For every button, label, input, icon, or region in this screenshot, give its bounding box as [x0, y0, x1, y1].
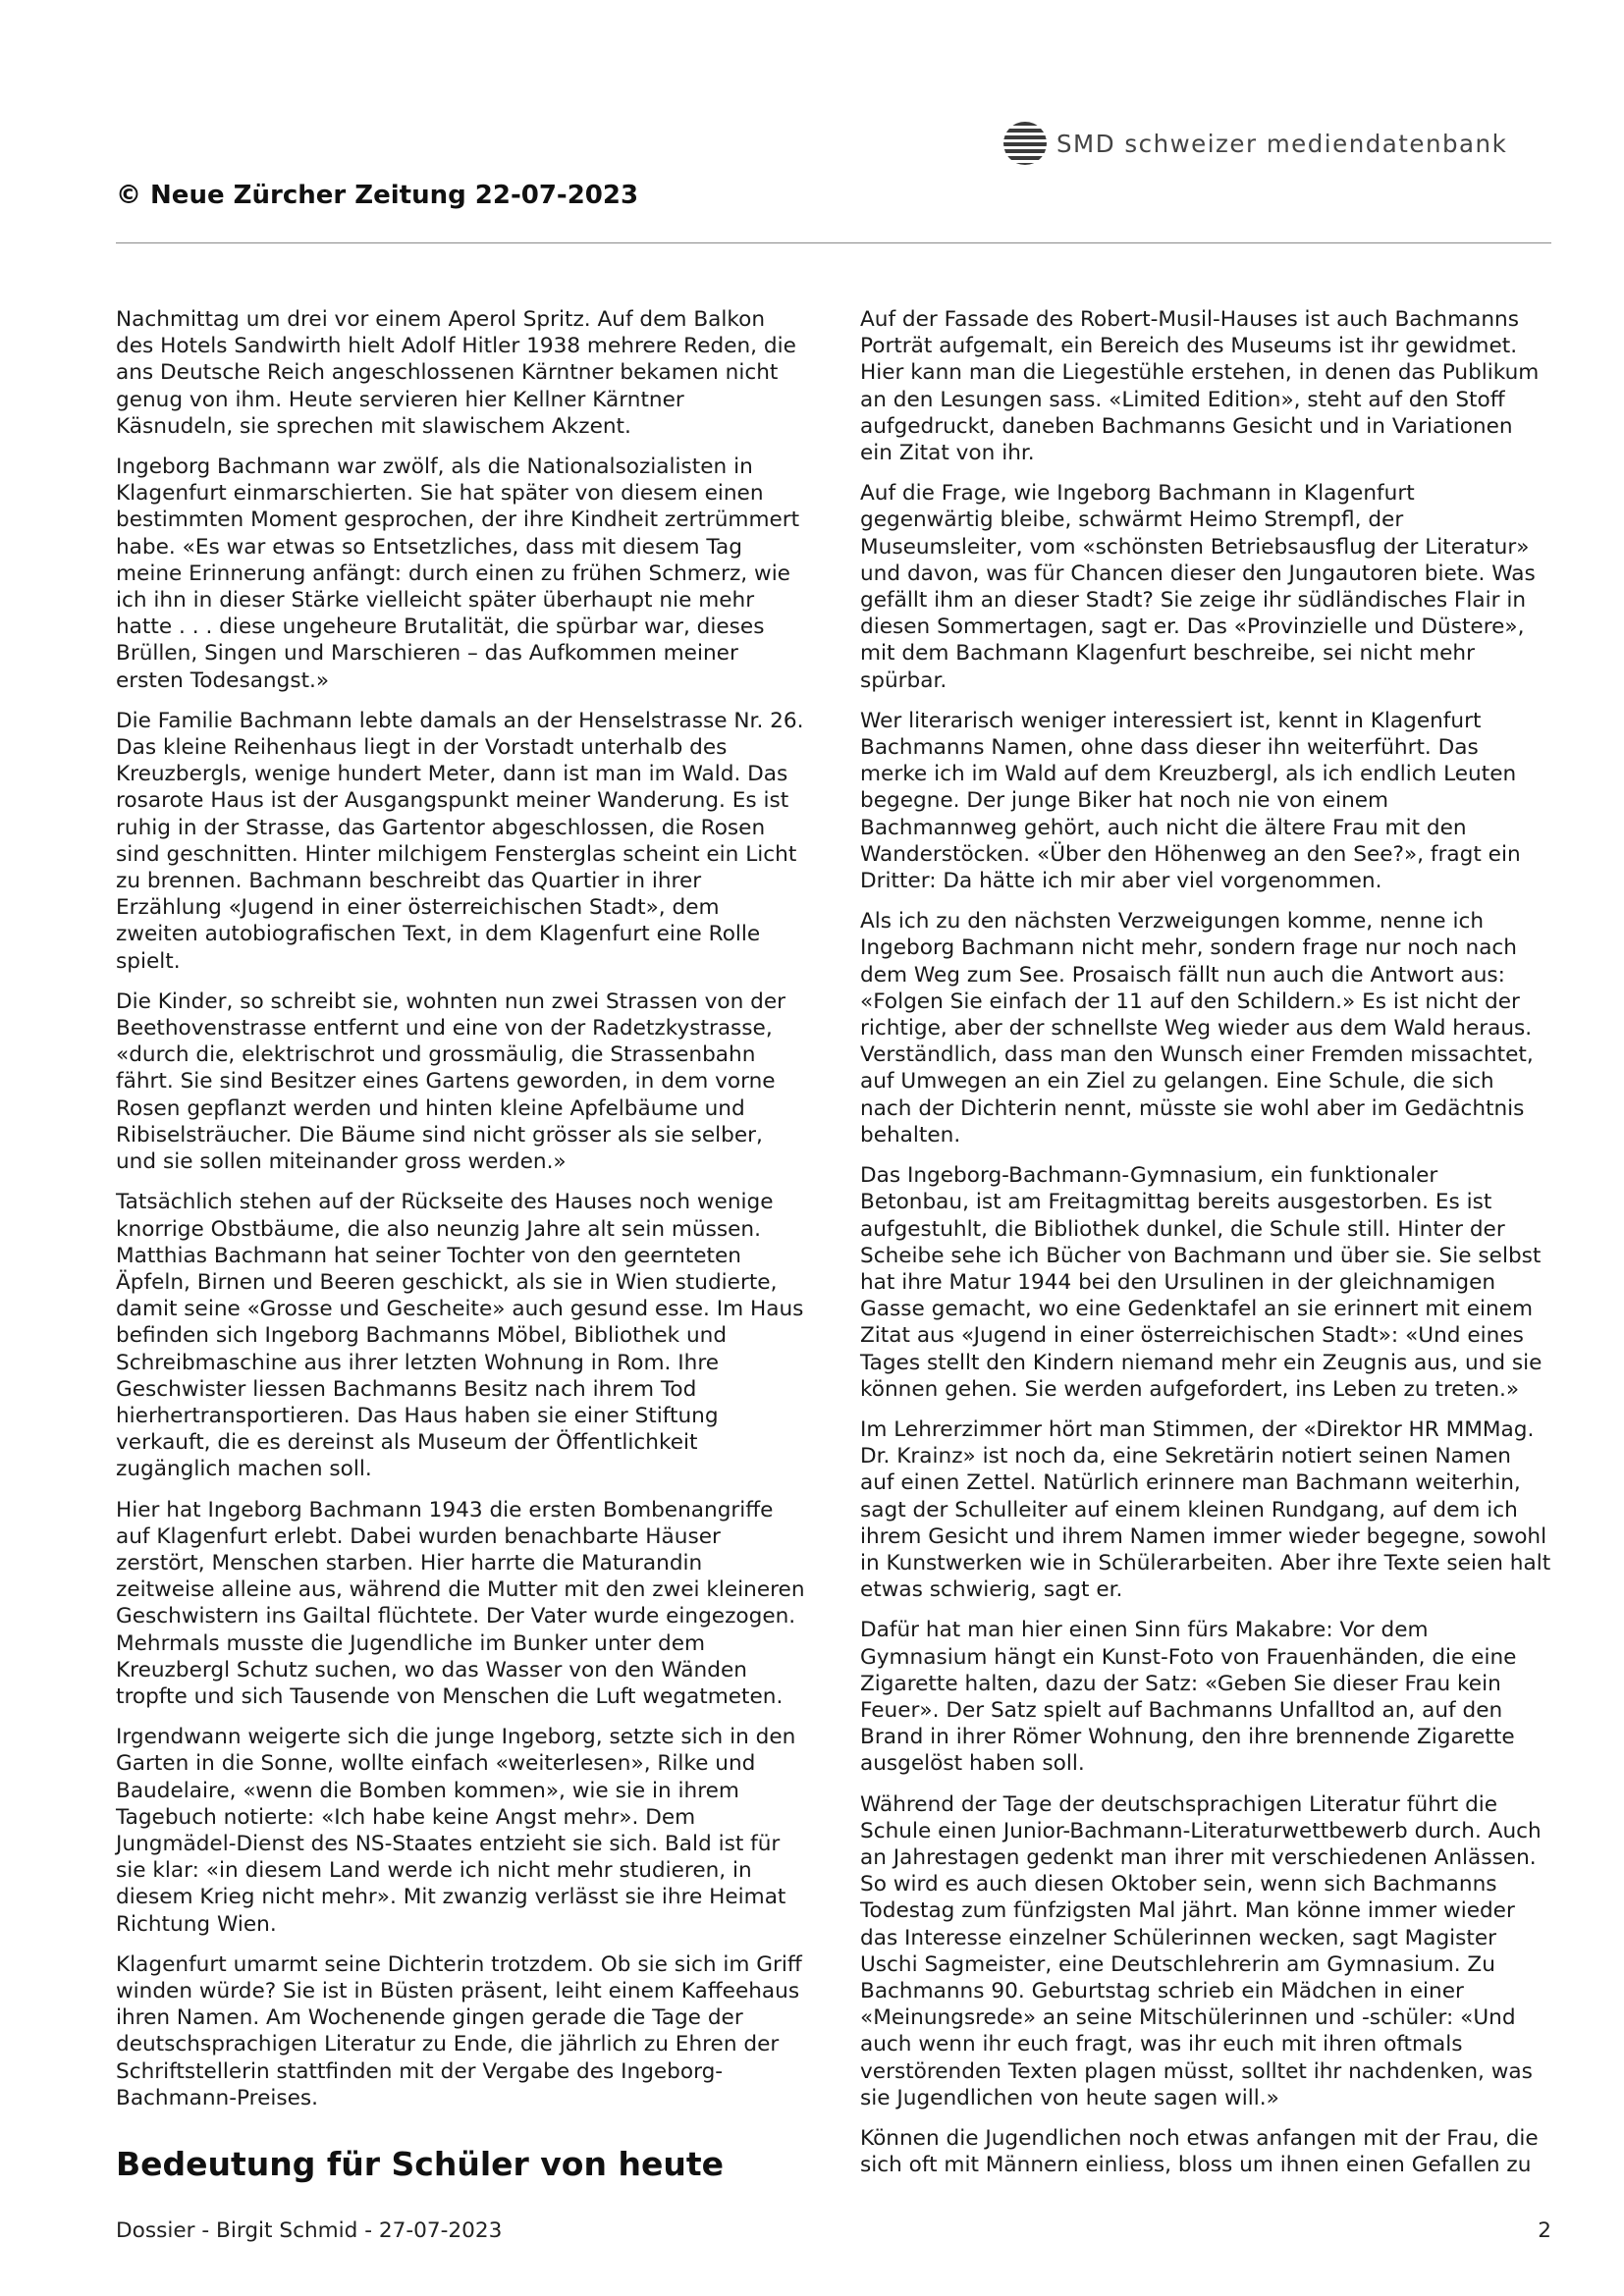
- paragraph: Irgendwann weigerte sich die junge Ingeborg, setzte sich in den Garten in die Sonne, wollte einfach «weiterlesen», Rilke und Baudelaire, «wenn die Bomben kommen», wie sie in ihrem Tagebuch notierte: «Ich habe keine Angst mehr». Dem Jungmädel-Dienst des NS-Staates entzieht sie sich. Bald ist für sie klar: «in diesem Land werde ich nicht mehr studieren, in diesem Krieg nicht mehr». Mit zwanzig verlässt sie ihre Heimat Richtung Wien.: [116, 1725, 796, 1937]
- paragraph: Während der Tage der deutschsprachigen Literatur führt die Schule einen Junior-Bachmann-Literaturwettbewerb durch. Auch an Jahrestagen gedenkt man ihrer mit verschiedenen Anlässen. So wird es auch diesen Oktober sein, wenn sich Bachmanns Todestag zum fünfzigsten Mal jährt. Man könne immer wieder das Interesse einzelner Schülerinnen wecken, sagt Magister Uschi Sagmeister, eine Deutschlehrerin am Gymnasium. Zu Bachmanns 90. Geburtstag schrieb ein Mädchen in einer «Meinungsrede» an seine Mitschülerinnen und -schüler: «Und auch wenn ihr euch fragt, was ihr euch mit ihren oftmals verstörenden Texten plagen müsst, solltet ihr nachdenken, was sie Jugendlichen von heute sagen will.»: [860, 1791, 1542, 2110]
- paragraph: Auf der Fassade des Robert-Musil-Hauses ist auch Bachmanns Porträt aufgemalt, ein Bereich des Museums ist ihr gewidmet. Hier kann man die Liegestühle erstehen, in denen das Publikum an den Lesungen sass. «Limited Edition», steht auf den Stoff aufgedruckt, daneben Bachmanns Gesicht und in Variationen ein Zitat von ihr.: [860, 307, 1540, 466]
- paragraph: Können die Jugendlichen noch etwas anfangen mit der Frau, die sich oft mit Männern einliess, bloss um ihnen einen Gefallen zu: [860, 2126, 1539, 2178]
- smd-logo: [1003, 122, 1507, 165]
- source-title: © Neue Zürcher Zeitung 22-07-2023: [116, 181, 639, 210]
- paragraph: Wer literarisch weniger interessiert ist, kennt in Klagenfurt Bachmanns Namen, ohne dass dieser ihn weiterführt. Das merke ich im Wald auf dem Kreuzbergl, als ich endlich Leuten begegne. Der junge Biker hat noch nie von einem Bachmannweg gehört, auch nicht die ältere Frau mit den Wanderstöcken. «Über den Höhenweg an den See?», fragt ein Dritter: Da hätte ich mir aber viel vorgenommen.: [860, 708, 1521, 894]
- paragraph: Im Lehrerzimmer hört man Stimmen, der «Direktor HR MMMag. Dr. Krainz» ist noch da, eine Sekretärin notiert seinen Namen auf einen Zettel. Natürlich erinnere man Bachmann weiterhin, sagt der Schulleiter auf einem kleinen Rundgang, auf dem ich ihrem Gesicht und ihrem Namen immer wieder begegne, sowohl in Kunstwerken wie in Schülerarbeiten. Aber ihre Texte seien halt etwas schwierig, sagt er.: [860, 1416, 1551, 1603]
- paragraph: Klagenfurt umarmt seine Dichterin trotzdem. Ob sie sich im Griff winden würde? Sie ist in Büsten präsent, leiht einem Kaffeehaus ihren Namen. Am Wochenende gingen gerade die Tage der deutschsprachigen Literatur zu Ende, die jährlich zu Ehren der Schriftstellerin stattfinden mit der Vergabe des Ingeborg-Bachmann-Preises.: [116, 1951, 802, 2110]
- paragraph: Die Kinder, so schreibt sie, wohnten nun zwei Strassen von der Beethovenstrasse entfernt und eine von der Radetzkystrasse, «durch die, elektrischrot und grossmäulig, die Strassenbahn fährt. Sie sind Besitzer eines Gartens geworden, in dem vorne Rosen gepflanzt werden und hinten kleine Apfelbäume und Ribiselsträucher. Die Bäume sind nicht grösser als sie selber, und sie sollen miteinander gross werden.»: [116, 988, 785, 1175]
- paragraph: Die Familie Bachmann lebte damals an der Henselstrasse Nr. 26. Das kleine Reihenhaus liegt in der Vorstadt unterhalb des Kreuzbergls, wenige hundert Meter, dann ist man im Wald. Das rosarote Haus ist der Ausgangspunkt meiner Wanderung. Es ist ruhig in der Strasse, das Gartentor abgeschlossen, die Rosen sind geschnitten. Hinter milchigem Fensterglas scheint ein Licht zu brennen. Bachmann beschreibt das Quartier in ihrer Erzählung «Jugend in einer österreichischen Stadt», dem zweiten autobiografischen Text, in dem Klagenfurt eine Rolle spielt.: [116, 708, 804, 974]
- right-column: [860, 306, 1551, 2192]
- section-heading: Bedeutung für Schüler von heute: [116, 2145, 724, 2183]
- paragraph: Als ich zu den nächsten Verzweigungen komme, nenne ich Ingeborg Bachmann nicht mehr, sondern frage nur noch nach dem Weg zum See. Prosaisch fällt nun auch die Antwort aus: «Folgen Sie einfach der 11 auf den Schildern.» Es ist nicht der richtige, aber der schnellste Weg wieder aus dem Wald heraus. Verständlich, dass man den Wunsch einer Fremden missachtet, auf Umwegen an ein Ziel zu gelangen. Eine Schule, die sich nach der Dichterin nennt, müsste sie wohl aber im Gedächtnis behalten.: [860, 909, 1534, 1148]
- footer-dossier-info: Dossier - Birgit Schmid - 27-07-2023: [116, 2218, 503, 2243]
- paragraph: Nachmittag um drei vor einem Aperol Spritz. Auf dem Balkon des Hotels Sandwirth hielt Adolf Hitler 1938 mehrere Reden, die ans Deutsche Reich angeschlossenen Kärntner bekamen nicht genug von ihm. Heute servieren hier Kellner Kärntner Käsnudeln, sie sprechen mit slawischem Akzent.: [116, 307, 796, 439]
- left-column: [116, 306, 807, 2184]
- header-divider: [116, 242, 1551, 243]
- smd-logo-icon: [1003, 122, 1047, 165]
- logo-text: SMD schweizer mediendatenbank: [1056, 129, 1508, 158]
- paragraph: Dafür hat man hier einen Sinn fürs Makabre: Vor dem Gymnasium hängt ein Kunst-Foto von Frauenhänden, die eine Zigarette halten, dazu der Satz: «Geben Sie dieser Frau kein Feuer». Der Satz spielt auf Bachmanns Unfalltod an, auf den Brand in ihrer Römer Wohnung, den ihre brennende Zigarette ausgelöst haben soll.: [860, 1618, 1517, 1777]
- paragraph: Hier hat Ingeborg Bachmann 1943 die ersten Bombenangriffe auf Klagenfurt erlebt. Dabei wurden benachbarte Häuser zerstört, Menschen starben. Hier harrte die Maturandin zeitweise alleine aus, während die Mutter mit den zwei kleineren Geschwistern ins Gailtal flüchtete. Der Vater wurde eingezogen. Mehrmals musste die Jugendliche im Bunker unter dem Kreuzbergl Schutz suchen, wo das Wasser von den Wänden tropfte und sich Tausende von Menschen die Luft wegatmeten.: [116, 1497, 805, 1709]
- paragraph: Auf die Frage, wie Ingeborg Bachmann in Klagenfurt gegenwärtig bleibe, schwärmt Heimo Strempfl, der Museumsleiter, vom «schönsten Betriebsausflug der Literatur» und davon, was für Chancen dieser den Jungautoren biete. Was gefällt ihm an dieser Stadt? Sie zeige ihr südländisches Flair in diesen Sommertagen, sagt er. Das «Provinzielle und Düstere», mit dem Bachmann Klagenfurt beschreibe, sei nicht mehr spürbar.: [860, 481, 1536, 693]
- paragraph: Das Ingeborg-Bachmann-Gymnasium, ein funktionaler Betonbau, ist am Freitagmittag bereits ausgestorben. Es ist aufgestuhlt, die Bibliothek dunkel, die Schule still. Hinter der Scheibe sehe ich Bücher von Bachmann und über sie. Sie selbst hat ihre Matur 1944 bei den Ursulinen in der gleichnamigen Gasse gemacht, wo eine Gedenktafel an sie erinnert mit einem Zitat aus «Jugend in einer österreichischen Stadt»: «Und eines Tages stellt den Kindern niemand mehr ein Zeugnis aus, und sie können gehen. Sie werden aufgefordert, ins Leben zu treten.»: [860, 1163, 1543, 1402]
- page-number: 2: [1538, 2218, 1551, 2243]
- paragraph: Ingeborg Bachmann war zwölf, als die Nationalsozialisten in Klagenfurt einmarschierten. Sie hat später von diesem einen bestimmten Moment gesprochen, der ihre Kindheit zertrümmert habe. «Es war etwas so Entsetzliches, dass mit diesem Tag meine Erinnerung anfängt: durch einen zu frühen Schmerz, wie ich ihn in dieser Stärke vielleicht später überhaupt nie mehr hatte . . . diese ungeheure Brutalität, die spürbar war, dieses Brüllen, Singen und Marschieren – das Aufkommen meiner ersten Todesangst.»: [116, 454, 800, 693]
- paragraph: Tatsächlich stehen auf der Rückseite des Hauses noch wenige knorrige Obstbäume, die also neunzig Jahre alt sein müssen. Matthias Bachmann hat seiner Tochter von den geernteten Äpfeln, Birnen und Beeren geschickt, als sie in Wien studierte, damit seine «Grosse und Gescheite» auch gesund esse. Im Haus befinden sich Ingeborg Bachmanns Möbel, Bibliothek und Schreibmaschine aus ihrer letzten Wohnung in Rom. Ihre Geschwister liessen Bachmanns Besitz nach ihrem Tod hierhertransportieren. Das Haus haben sie einer Stiftung verkauft, die es dereinst als Museum der Öffentlichkeit zugänglich machen soll.: [116, 1190, 804, 1482]
